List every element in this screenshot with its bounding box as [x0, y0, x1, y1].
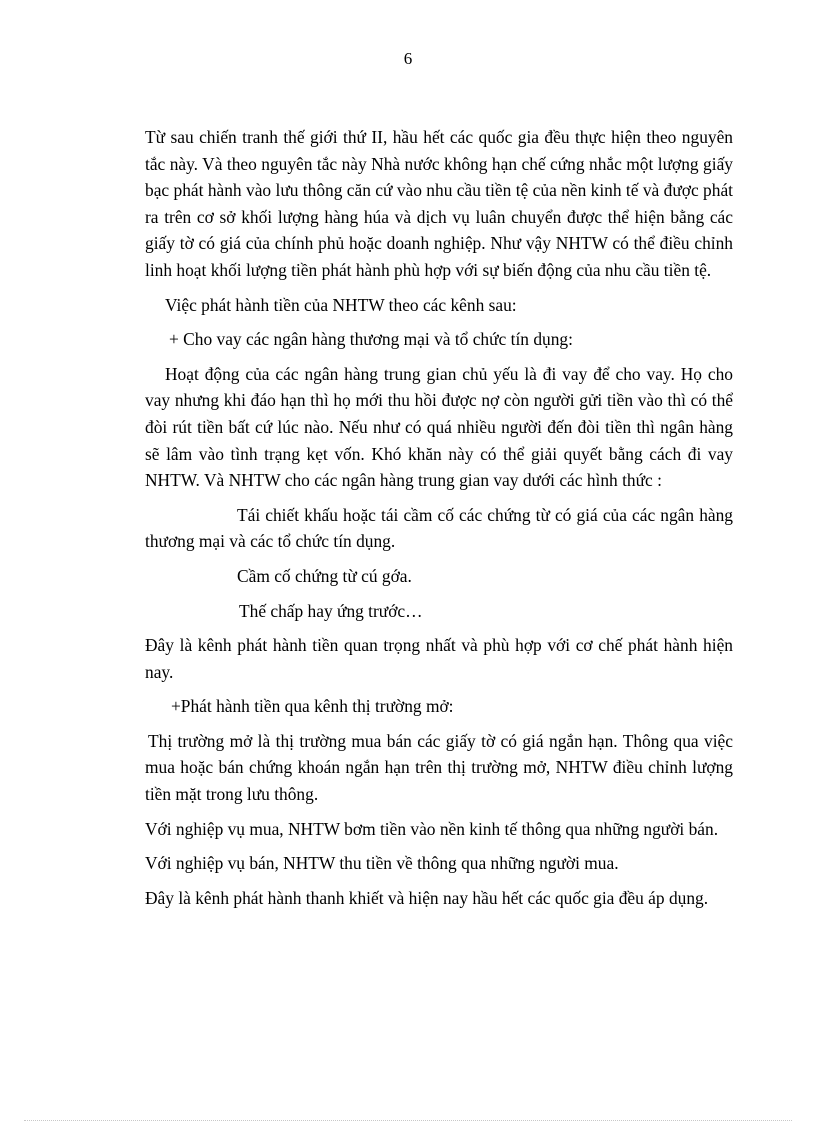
paragraph-issuance-principle: Từ sau chiến tranh thế giới thứ II, hầu hết các quốc gia đều thực hiện theo nguyên tắc này. Và theo nguyên tắc này Nhà nước không hạn chế cứng nhắc một lượng giấy bạc phát hành vào lưu thông căn cứ vào nhu cầu tiền tệ của nền kinh tế và được phát ra trên cơ sở khối lượng hàng húa và dịch vụ luân chuyển được thể hiện bằng các giấy tờ có giá của chính phủ hoặc doanh nghiệp. Như vậy NHTW có thể điều chỉnh linh hoạt khối lượng tiền phát hành phù hợp với sự biến động của nhu cầu tiền tệ. [145, 127, 733, 280]
paragraph-intermediary-banks: Hoạt động của các ngân hàng trung gian chủ yếu là đi vay để cho vay. Họ cho vay nhưng khi đáo hạn thì họ mới thu hồi được nợ còn người gửi tiền vào thì có thể đòi rút tiền bất cứ lúc nào. Nếu như có quá nhiều người đến đòi tiền thì ngân hàng sẽ lâm vào tình trạng kẹt vốn. Khó khăn này có thể giải quyết bằng cách đi vay NHTW. Và NHTW cho các ngân hàng trung gian vay dưới các hình thức : [145, 363, 733, 491]
paragraph-open-market: Thị trường mở là thị trường mua bán các giấy tờ có giá ngắn hạn. Thông qua việc mua hoặc bán chứng khoán ngắn hạn trên thị trường mở, NHTW điều chỉnh lượng tiền mặt trong lưu thông. [145, 730, 733, 805]
heading-open-market-channel: +Phát hành tiền qua kênh thị trường mở: [171, 696, 454, 717]
list-item-pledge: Cầm cố chứng từ cú gớa. [237, 565, 412, 586]
heading-lending-channel: + Cho vay các ngân hàng thương mại và tổ chức tín dụng: [169, 329, 573, 350]
footer-divider [24, 1120, 792, 1121]
body-text [145, 124, 733, 911]
list-item-rediscount: Tái chiết khấu hoặc tái cầm cố các chứng từ có giá của các ngân hàng thương mại và các tổ chức tín dụng. [145, 504, 733, 552]
list-item-mortgage: Thế chấp hay ứng trước… [239, 600, 423, 621]
paragraph-main-channel: Đây là kênh phát hành tiền quan trọng nhất và phù hợp với cơ chế phát hành hiện nay. [145, 635, 733, 682]
paragraph-issuance-channels: Việc phát hành tiền của NHTW theo các kênh sau: [165, 294, 517, 315]
page-number: 6 [403, 49, 413, 68]
paragraph-conclusion: Đây là kênh phát hành thanh khiết và hiện nay hầu hết các quốc gia đều áp dụng. [145, 887, 709, 908]
paragraph-buy-operation: Với nghiệp vụ mua, NHTW bơm tiền vào nền kinh tế thông qua những người bán. [145, 818, 719, 839]
paragraph-sell-operation: Với nghiệp vụ bán, NHTW thu tiền về thông qua những người mua. [145, 853, 619, 874]
